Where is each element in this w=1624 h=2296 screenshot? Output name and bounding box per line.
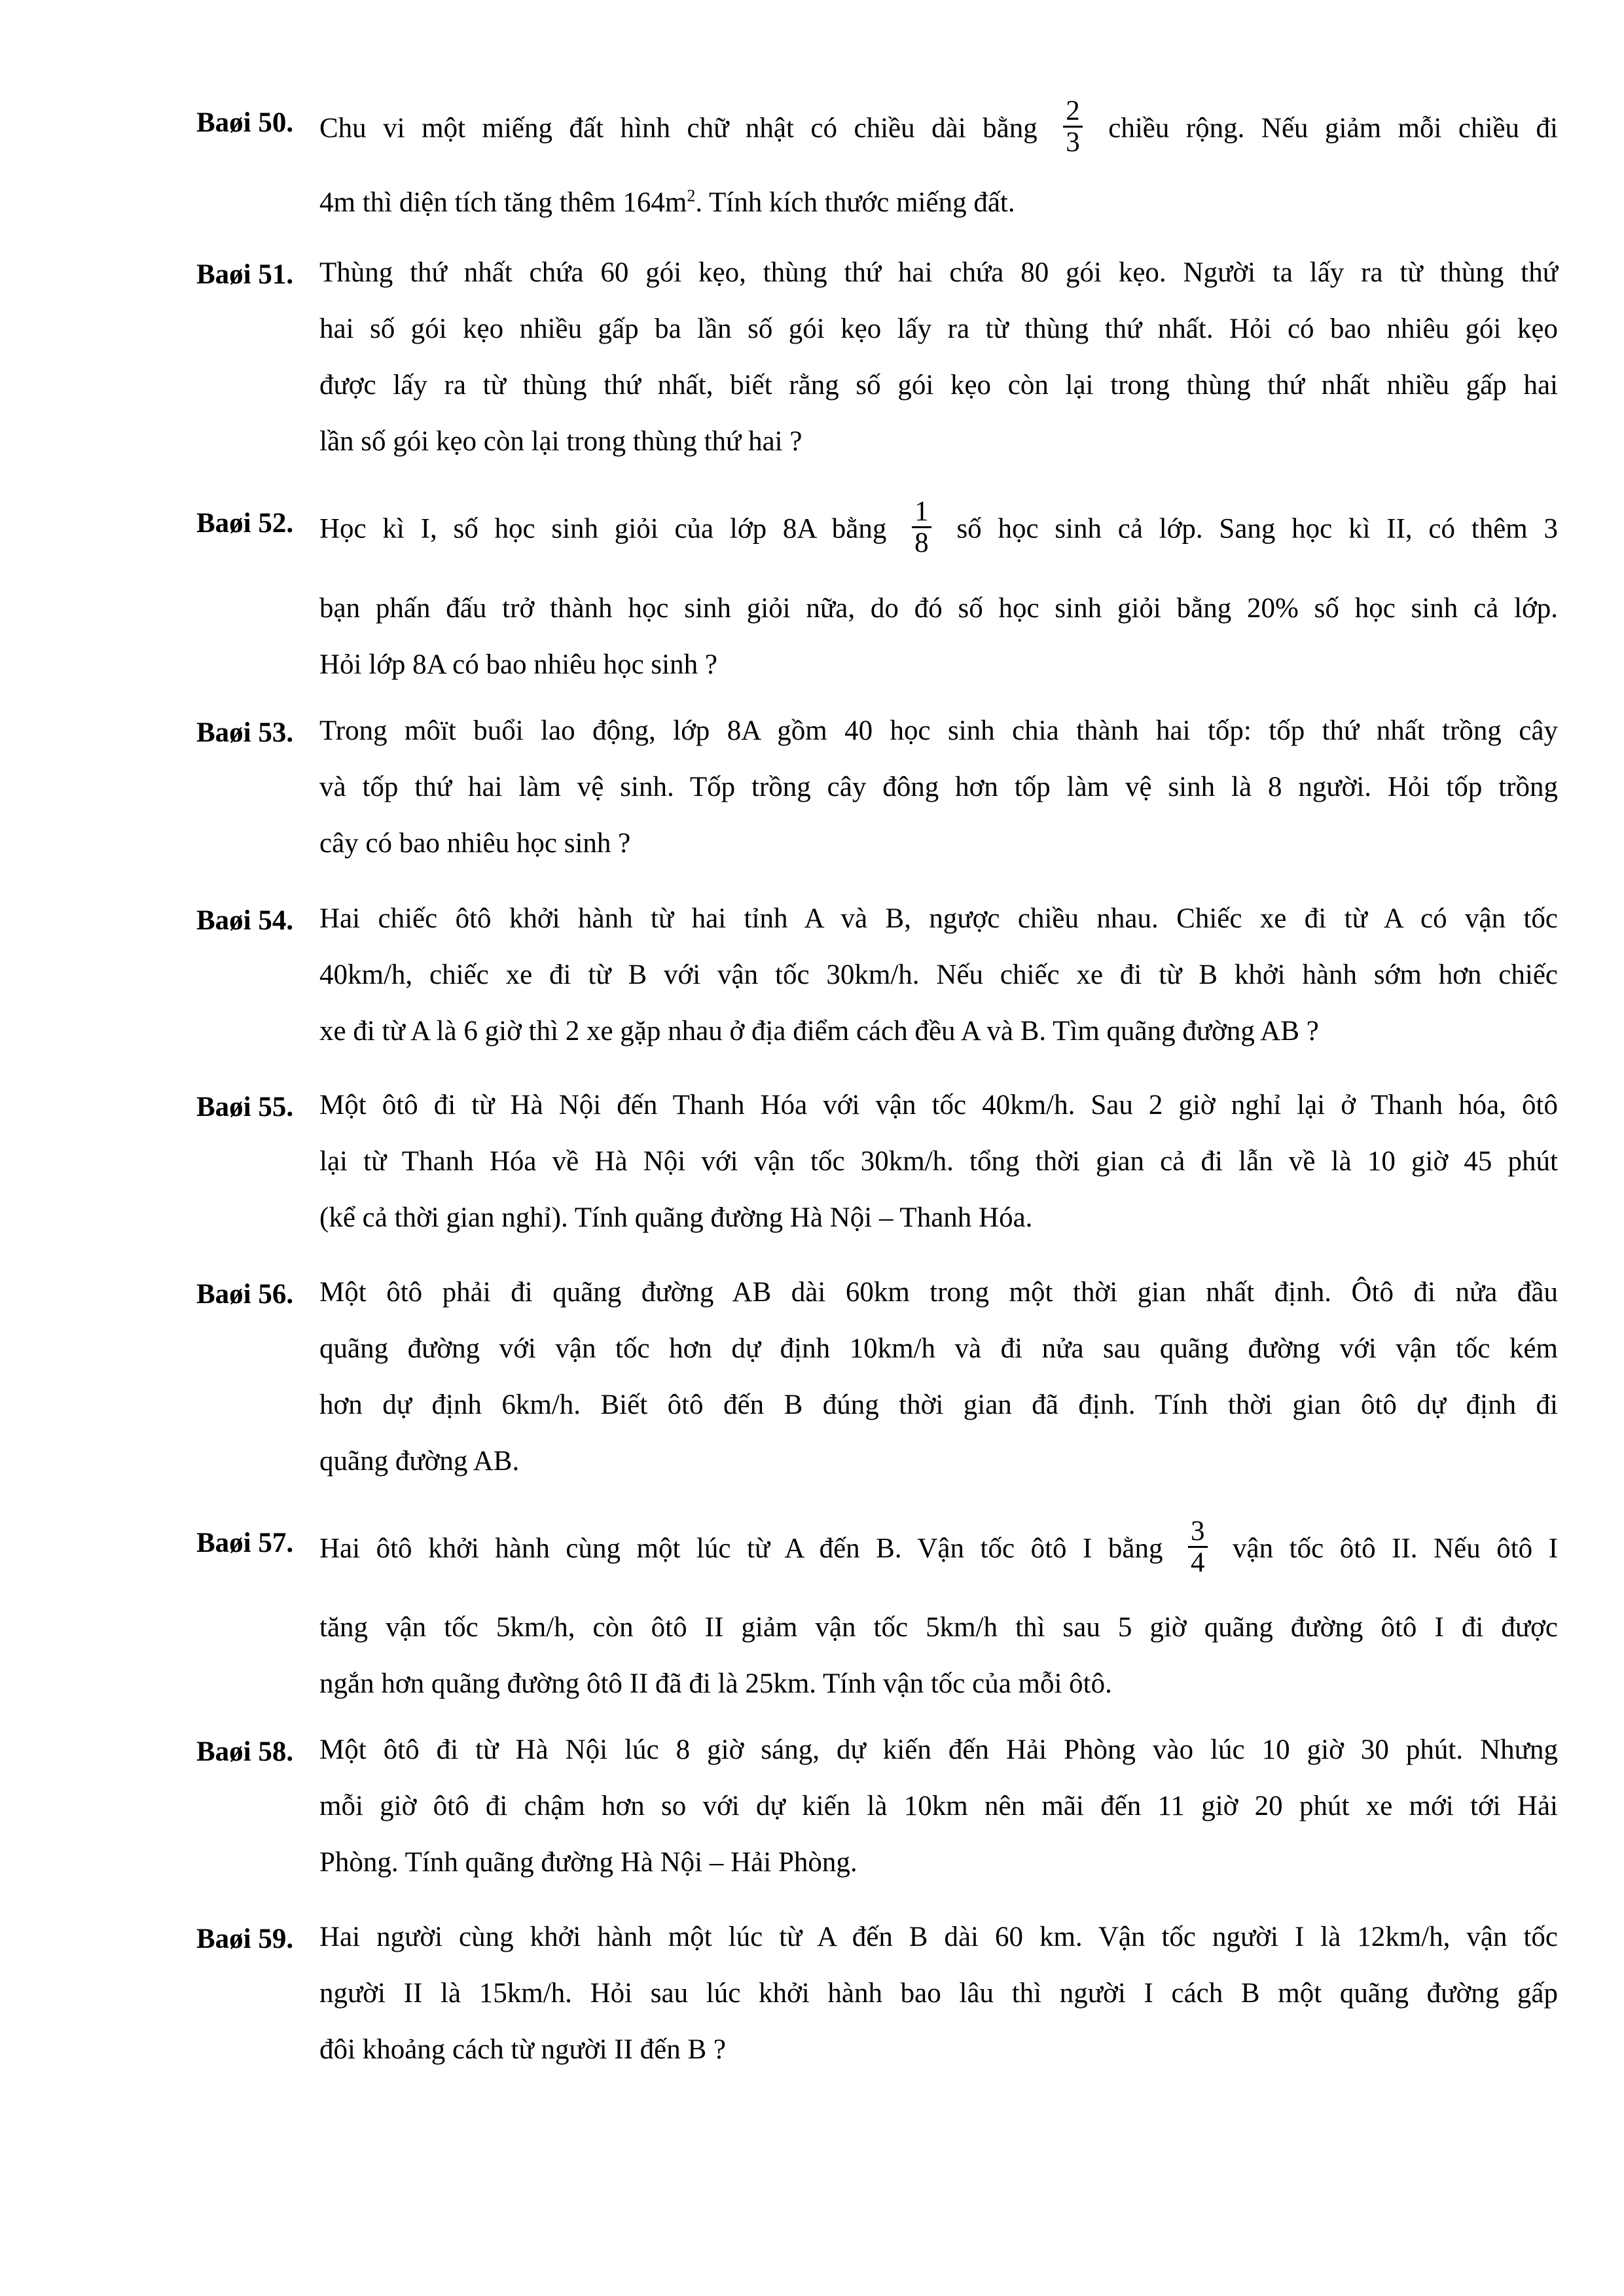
- problem-label: Baøi 53.: [196, 717, 294, 748]
- problem-text-line: xe đi từ A là 6 giờ thì 2 xe gặp nhau ở địa điểm cách đều A và B. Tìm quãng đường AB ?: [319, 1016, 1319, 1047]
- problem-label: Baøi 50.: [196, 107, 294, 138]
- problem-text-line: Một ôtô đi từ Hà Nội đến Thanh Hóa với vận tốc 40km/h. Sau 2 giờ nghỉ lại ở Thanh hóa, ôtô: [319, 1090, 1558, 1121]
- problem-text-line: Thùng thứ nhất chứa 60 gói kẹo, thùng thứ hai chứa 80 gói kẹo. Người ta lấy ra từ thùng thứ: [319, 257, 1558, 288]
- problem-text-line: Hỏi lớp 8A có bao nhiêu học sinh ?: [319, 649, 717, 680]
- problem-50: [196, 96, 1558, 231]
- problem-label: Baøi 59.: [196, 1924, 294, 1954]
- fraction: [912, 497, 931, 558]
- problem-text-line: Trong môït buổi lao động, lớp 8A gồm 40 học sinh chia thành hai tốp: tốp thứ nhất trồng cây: [319, 715, 1558, 746]
- problem-label: Baøi 57.: [196, 1528, 294, 1558]
- problem-53: [196, 717, 1558, 887]
- problem-58: [196, 1736, 1558, 1906]
- problem-text-line: hai số gói kẹo nhiều gấp ba lần số gói kẹo lấy ra từ thùng thứ nhất. Hỏi có bao nhiêu gói kẹo: [319, 314, 1558, 344]
- problem-text-line: bạn phấn đấu trở thành học sinh giỏi nữa, do đó số học sinh giỏi bằng 20% số học sinh cả lớp.: [319, 593, 1558, 624]
- fraction-numerator: 3: [1188, 1516, 1208, 1548]
- problem-54: [196, 905, 1558, 1075]
- superscript: 2: [687, 186, 696, 206]
- problem-text-line: ngắn hơn quãng đường ôtô II đã đi là 25km. Tính vận tốc của mỗi ôtô.: [319, 1668, 1112, 1699]
- problem-51: [196, 259, 1558, 481]
- fraction: [1063, 96, 1083, 157]
- problem-label: Baøi 51.: [196, 259, 294, 290]
- problem-text-line: Phòng. Tính quãng đường Hà Nội – Hải Phòng.: [319, 1847, 857, 1878]
- problem-55: [196, 1091, 1558, 1261]
- problem-text-line: 4m thì diện tích tăng thêm $164m^2$. Tính kích thước miếng đất.: [319, 186, 1015, 218]
- problem-text-line: lần số gói kẹo còn lại trong thùng thứ hai ?: [319, 426, 803, 457]
- problem-text-line: cây có bao nhiêu học sinh ?: [319, 828, 631, 859]
- problem-text-line: Hai ôtô khởi hành cùng một lúc từ A đến B. Vận tốc ôtô I bằng $\frac{3}{4}$ vận tốc ôtô II. Nếu ôtô I: [319, 1516, 1559, 1579]
- problem-text-line: (kể cả thời gian nghỉ). Tính quãng đường Hà Nội – Thanh Hóa.: [319, 1202, 1033, 1233]
- problem-label: Baøi 58.: [196, 1736, 294, 1767]
- problem-text-line: đôi khoảng cách từ người II đến B ?: [319, 2034, 727, 2065]
- problem-56: [196, 1278, 1558, 1501]
- problem-text-line: tăng vận tốc 5km/h, còn ôtô II giảm vận tốc 5km/h thì sau 5 giờ quãng đường ôtô I đi được: [319, 1612, 1558, 1643]
- problem-text-line: Một ôtô đi từ Hà Nội lúc 8 giờ sáng, dự kiến đến Hải Phòng vào lúc 10 giờ 30 phút. Nhưng: [319, 1734, 1558, 1765]
- fraction-denominator: 4: [1191, 1547, 1205, 1579]
- fraction-numerator: 1: [912, 497, 931, 528]
- problem-57: [196, 1516, 1559, 1717]
- fraction: [1188, 1516, 1208, 1577]
- problem-text-line: Hai người cùng khởi hành một lúc từ A đến B dài 60 km. Vận tốc người I là 12km/h, vận tốc: [319, 1922, 1558, 1952]
- problem-label: Baøi 56.: [196, 1279, 294, 1310]
- problem-text-line: quãng đường với vận tốc hơn dự định 10km/h và đi nửa sau quãng đường với vận tốc kém: [319, 1333, 1558, 1364]
- problem-text-line: Hai chiếc ôtô khởi hành từ hai tỉnh A và B, ngược chiều nhau. Chiếc xe đi từ A có vận tốc: [319, 903, 1558, 934]
- problem-text-line: Học kì I, số học sinh giỏi của lớp 8A bằng $\frac{1}{8}$ số học sinh cả lớp. Sang học kì II, có thêm 3: [319, 496, 1559, 559]
- problem-52: [196, 496, 1559, 697]
- problem-text-line: Một ôtô phải đi quãng đường AB dài 60km trong một thời gian nhất định. Ôtô đi nửa đầu: [319, 1277, 1558, 1308]
- problem-label: Baøi 55.: [196, 1092, 294, 1122]
- problem-text-line: Chu vi một miếng đất hình chữ nhật có chiều dài bằng $\frac{2}{3}$ chiều rộng. Nếu giảm mỗi chiều đi: [319, 96, 1558, 158]
- problem-label: Baøi 54.: [196, 905, 294, 936]
- problem-text-line: lại từ Thanh Hóa về Hà Nội với vận tốc 30km/h. tổng thời gian cả đi lẫn về là 10 giờ 45 phút: [319, 1146, 1558, 1177]
- problem-label: Baøi 52.: [196, 508, 294, 539]
- problem-text-line: hơn dự định 6km/h. Biết ôtô đến B đúng thời gian đã định. Tính thời gian ôtô dự định đi: [319, 1390, 1558, 1420]
- problem-text-line: quãng đường AB.: [319, 1446, 520, 1477]
- problem-59: [196, 1923, 1558, 2093]
- problem-text-line: được lấy ra từ thùng thứ nhất, biết rằng số gói kẹo còn lại trong thùng thứ nhất nhiều gấp hai: [319, 370, 1558, 401]
- fraction-denominator: 8: [914, 528, 929, 559]
- fraction-numerator: 2: [1063, 96, 1083, 128]
- fraction-denominator: 3: [1066, 127, 1080, 158]
- problem-text-line: 40km/h, chiếc xe đi từ B với vận tốc 30km/h. Nếu chiếc xe đi từ B khởi hành sớm hơn chiếc: [319, 960, 1558, 990]
- problem-text-line: và tốp thứ hai làm vệ sinh. Tốp trồng cây đông hơn tốp làm vệ sinh là 8 người. Hỏi tốp trồng: [319, 772, 1558, 802]
- problem-text-line: mỗi giờ ôtô đi chậm hơn so với dự kiến là 10km nên mãi đến 11 giờ 20 phút xe mới tới Hải: [319, 1791, 1558, 1821]
- problem-text-line: người II là 15km/h. Hỏi sau lúc khởi hành bao lâu thì người I cách B một quãng đường gấp: [319, 1978, 1558, 2009]
